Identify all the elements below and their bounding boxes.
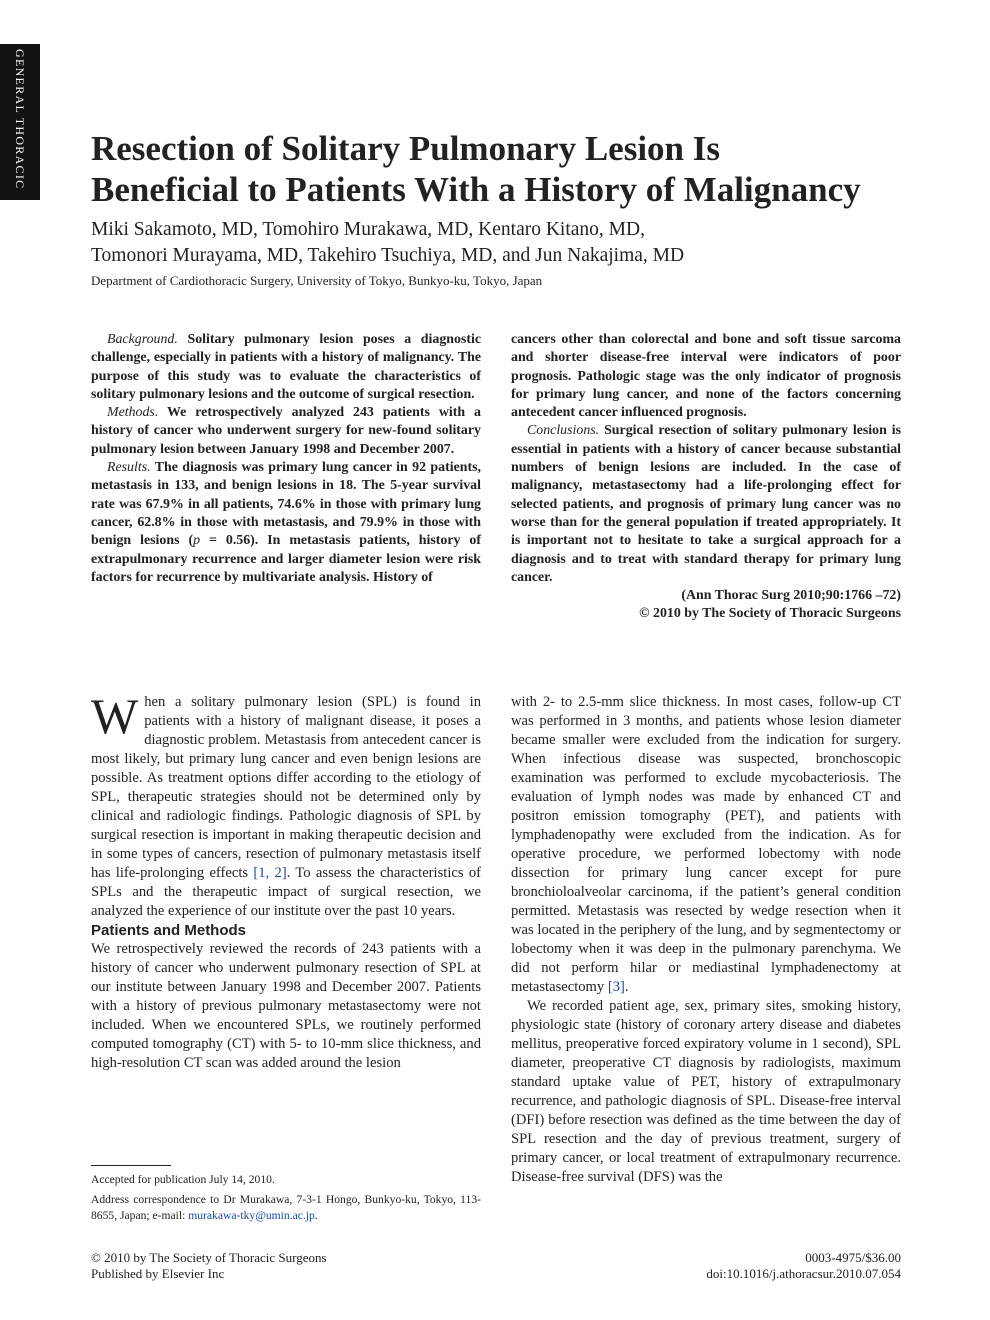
author-line-2: Tomonori Murayama, MD, Takehiro Tsuchiya, MD, and Jun Nakajima, MD: [91, 245, 685, 266]
body-left-column: [91, 688, 482, 1073]
body-right-column: [511, 693, 901, 1187]
results-label: Results.: [107, 460, 151, 476]
abstract-copyright: © 2010 by The Society of Thoracic Surgeons: [639, 606, 901, 622]
footer-doi: doi:10.1016/j.athoracsur.2010.07.054: [706, 1265, 901, 1281]
methods-text: We retrospectively analyzed 243 patients with a history of cancer who underwent surgery for new-found solitary pulmonary lesion between January 1998 and December 2007.: [91, 405, 481, 457]
section-tab: [0, 44, 40, 200]
reference-link-3[interactable]: [3]: [607, 979, 625, 995]
abstract-results-continued: cancers other than colorectal and bone and soft tissue sarcoma and shorter disease-free interval were indicators of poor prognosis. Pathologic stage was the only indicator of prognosis for primary lung cancer, and none of the factors concerning antecedent cancer influenced prognosis.: [511, 332, 901, 421]
journal-citation: (Ann Thorac Surg 2010;90:1766 –72): [681, 588, 901, 604]
conclusions-text: Surgical resection of solitary pulmonary lesion is essential in patients with a history of cancer because substantial numbers of benign lesions are included. In the case of malignancy, metastasectomy had a life-prolonging effect for selected patients, and prognosis of primary lung cancer was no worse than for the general population if treated appropriately. It is important not to hesitate to take a surgical approach for a diagnosis and to treat with standard therapy for primary lung cancer.: [511, 423, 901, 585]
intro-text-1: hen a solitary pulmonary lesion (SPL) is found in patients with a history of malignant disease, it poses a diagnostic problem. Metastasis from antecedent cancer is most likely, but primary lung cancer and even benign lesions are possible. As treatment options differ according to the etiology of SPL, therapeutic strategies should not be determined only by clinical and radiologic findings. Pathologic diagnosis of SPL by surgical resection is important in making therapeutic decision and in some types of cancers, resection of pulmonary metastasis itself has life-prolonging effects: [91, 694, 481, 881]
right-text-1b: .: [624, 979, 629, 995]
abstract-results: [91, 459, 481, 587]
section-tab-label: GENERAL THORACIC: [13, 49, 27, 190]
results-text-1: The diagnosis was primary lung cancer in 92 patients, metastasis in 133, and benign lesions in 18. The 5-year survival rate was 67.9% in all patients, 74.6% in those with primary lung cancer, 62.8% in those with metastasis, and 79.9% in those with benign lesions (: [91, 460, 481, 549]
footer-issn: 0003-4975/$36.00: [805, 1250, 901, 1265]
footnote-divider: [91, 1165, 171, 1166]
abstract-methods: [91, 404, 481, 459]
drop-cap: W: [91, 688, 139, 744]
methods-paragraph: We retrospectively reviewed the records of 243 patients with a history of cancer who underwent pulmonary resection of SPL at our institute between January 1998 and December 2007. Patients with a history of previous pulmonary metastasectomy were not included. When we encountered SPLs, we routinely performed computed tomography (CT) with 5- to 10-mm slice thickness, and high-resolution CT scan was added around the lesion: [91, 941, 481, 1071]
abstract-right-column: [511, 331, 901, 624]
right-paragraph-2: We recorded patient age, sex, primary sites, smoking history, physiologic state (history of coronary artery disease and diabetes mellitus, preoperative forced expiratory volume in 1 second), SPL diameter, preoperative CT diagnosis by radiologists, maximum standard uptake value of PET, history of extrapulmonary recurrence, and pathologic diagnosis of SPL. Disease-free interval (DFI) before resection was defined as the time between the day of SPL resection and the day of previous treatment, surgery of primary cancer, or local treatment of extrapulmonary recurrence. Disease-free survival (DFS) was the: [511, 998, 901, 1185]
right-text-1a: with 2- to 2.5-mm slice thickness. In most cases, follow-up CT was performed in 3 months, and patients whose lesion diameter became smaller were excluded from the indication for surgery. When infectious disease was suspected, bronchoscopic examination was performed to exclude mycobacteriosis. The evaluation of lymph nodes was made by enhanced CT and positron emission tomography (PET), and patients with lymphadenopathy were excluded from the indication. As for operative procedure, we performed lobectomy with node dissection for primary lung cancer except for pure bronchioloalveolar carcinoma, if the patient’s general condition permitted. Metastasis was resected by wedge resection when it was located in the periphery of the lung, and by segmentectomy or lobectomy when it was deep in the pulmonary parenchyma. We did not perform hilar or mediastinal lymphadenectomy at metastasectomy: [511, 694, 901, 995]
results-text-2: = 0.56). In metastasis patients, history of extrapulmonary recurrence and larger diameter lesion were risk factors for recurrence by multivariate analysis. History of: [91, 533, 481, 585]
footer-right: [611, 1250, 901, 1281]
email-link[interactable]: murakawa-tky@umin.ac.jp: [188, 1209, 315, 1222]
intro-paragraph: [91, 688, 482, 921]
address-suffix: .: [314, 1209, 318, 1222]
methods-label: Methods.: [107, 405, 159, 421]
author-list: [91, 217, 931, 269]
title-line-1: Resection of Solitary Pulmonary Lesion Is: [91, 129, 721, 168]
footer-copyright: © 2010 by The Society of Thoracic Surgeons: [91, 1250, 327, 1265]
abstract-conclusions: [511, 422, 901, 587]
abstract-background: [91, 331, 481, 404]
abstract-left-column: [91, 331, 481, 587]
address-text: Address correspondence to Dr Murakawa, 7-3-1 Hongo, Bunkyo-ku, Tokyo, 113-8655, Japan; e-mail:: [91, 1193, 481, 1222]
footnotes: [91, 1172, 481, 1228]
footer-left: [91, 1250, 327, 1281]
title-line-2: Beneficial to Patients With a History of Malignancy: [91, 170, 861, 209]
results-p-symbol: p: [193, 533, 201, 549]
author-line-1: Miki Sakamoto, MD, Tomohiro Murakawa, MD, Kentaro Kitano, MD,: [91, 219, 645, 240]
accepted-note: Accepted for publication July 14, 2010.: [91, 1173, 275, 1186]
footer-publisher: Published by Elsevier Inc: [91, 1265, 225, 1281]
affiliation: Department of Cardiothoracic Surgery, University of Tokyo, Bunkyo-ku, Tokyo, Japan: [91, 273, 543, 288]
reference-link-1-2[interactable]: [1, 2]: [253, 865, 287, 881]
background-text: Solitary pulmonary lesion poses a diagnostic challenge, especially in patients with a history of malignancy. The purpose of this study was to evaluate the characteristics of solitary pulmonary lesions and the outcome of surgical resection.: [91, 332, 481, 402]
intro-text-2: . To assess the characteristics of SPLs and the therapeutic impact of surgical resection, we analyzed the experience of our institute over the past 10 years.: [91, 865, 482, 919]
correspondence-note: [91, 1192, 481, 1224]
section-heading: Patients and Methods: [91, 922, 247, 939]
conclusions-label: Conclusions.: [527, 423, 600, 439]
article-title: [91, 128, 931, 210]
right-paragraph-1: [511, 693, 901, 997]
background-label: Background.: [107, 332, 178, 347]
